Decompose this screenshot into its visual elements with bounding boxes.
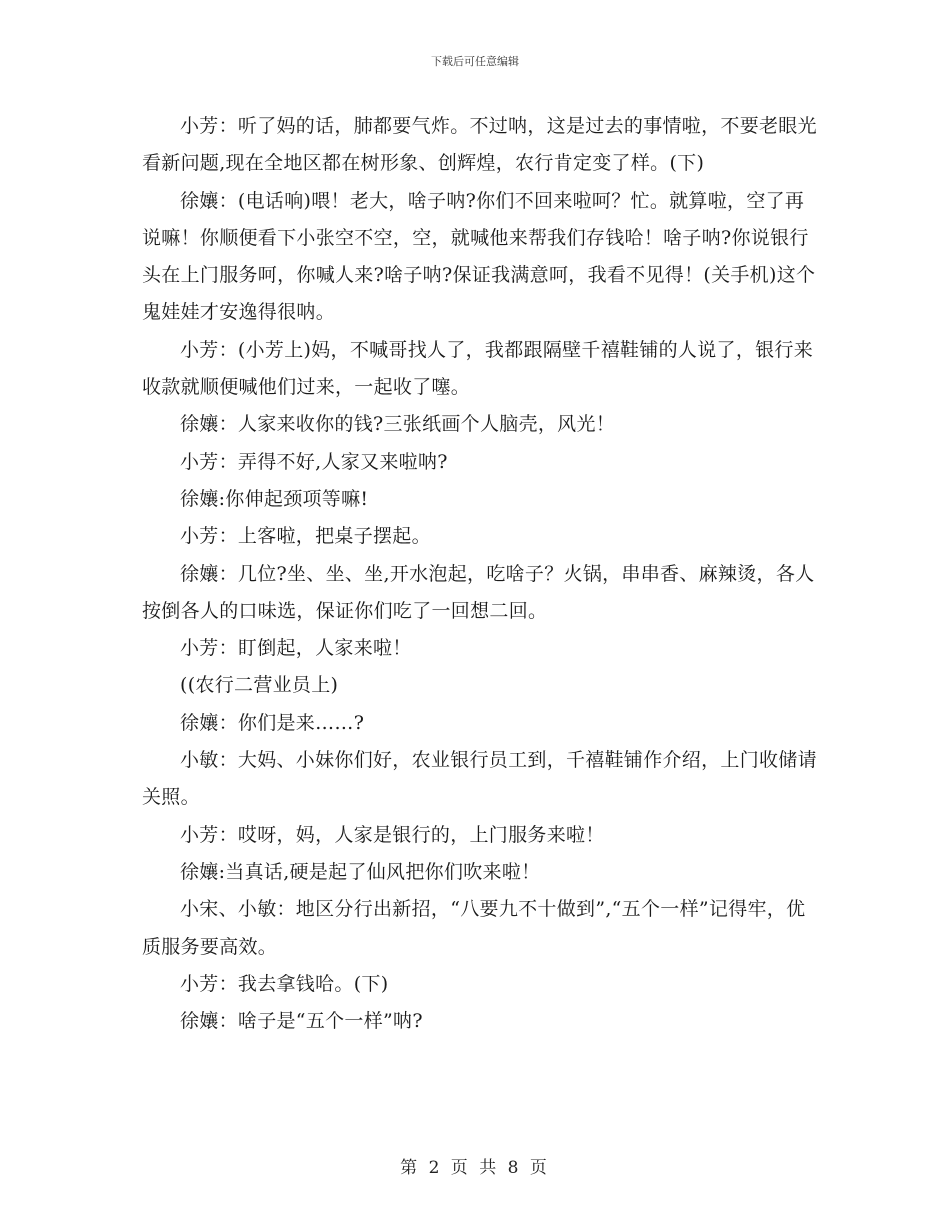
paragraph: ((农行二营业员上) xyxy=(180,674,339,697)
document-body xyxy=(142,108,818,1040)
paragraph: 小芳：哎呀，妈，人家是银行的，上门服务来啦！ xyxy=(180,823,605,846)
paragraph: 小芳：我去拿钱哈。(下) xyxy=(180,972,389,995)
paragraph: 徐孃:当真话,硬是起了仙风把你们吹来啦！ xyxy=(180,860,541,883)
paragraph: 徐孃：你们是来……? xyxy=(180,711,365,734)
paragraph: 小芳：听了妈的话，肺都要气炸。不过呐，这是过去的事情啦，不要老眼光看新问题,现在全地区都在树形象、创辉煌，农行肯定变了样。(下) xyxy=(142,115,817,175)
paragraph: 小芳：盯倒起，人家来啦！ xyxy=(180,637,412,660)
paragraph: 小芳：(小芳上)妈，不喊哥找人了，我都跟隔壁千禧鞋铺的人说了，银行来收款就顺便喊他们过来，一起收了噻。 xyxy=(142,338,814,399)
paragraph: 小芳：弄得不好,人家又来啦呐? xyxy=(180,450,448,473)
page-number-footer: 第 2 页 共 8 页 xyxy=(400,1158,550,1178)
paragraph: 小芳：上客啦，把桌子摆起。 xyxy=(180,525,431,548)
paragraph: 徐孃:你伸起颈项等嘛! xyxy=(180,487,369,510)
paragraph: 徐孃：(电话响)喂！老大，啥子呐?你们不回来啦呵？忙。就算啦，空了再说嘛！你顺便看下小张空不空，空，就喊他来帮我们存钱哈！啥子呐?你说银行头在上门服务呵，你喊人来?啥子呐?保证我满意呵，我看不见得！(关手机)这个鬼娃娃才安逸得很呐。 xyxy=(142,189,816,324)
paragraph: 小敏：大妈、小妹你们好，农业银行员工到，千禧鞋铺作介绍，上门收储请关照。 xyxy=(142,749,817,809)
paragraph: 徐孃：人家来收你的钱?三张纸画个人脑壳，风光！ xyxy=(180,413,616,436)
paragraph: 徐孃：几位?坐、坐、坐,开水泡起，吃啥子？火锅，串串香、麻辣烫，各人按倒各人的口味选，保证你们吃了一回想二回。 xyxy=(142,562,815,622)
page-header: 下载后可任意编辑 xyxy=(431,55,519,68)
paragraph: 小宋、小敏：地区分行出新招，“八要九不十做到”,“五个一样”记得牢，优质服务要高效。 xyxy=(142,898,806,958)
paragraph: 徐孃：啥子是“五个一样”呐? xyxy=(180,1010,423,1033)
